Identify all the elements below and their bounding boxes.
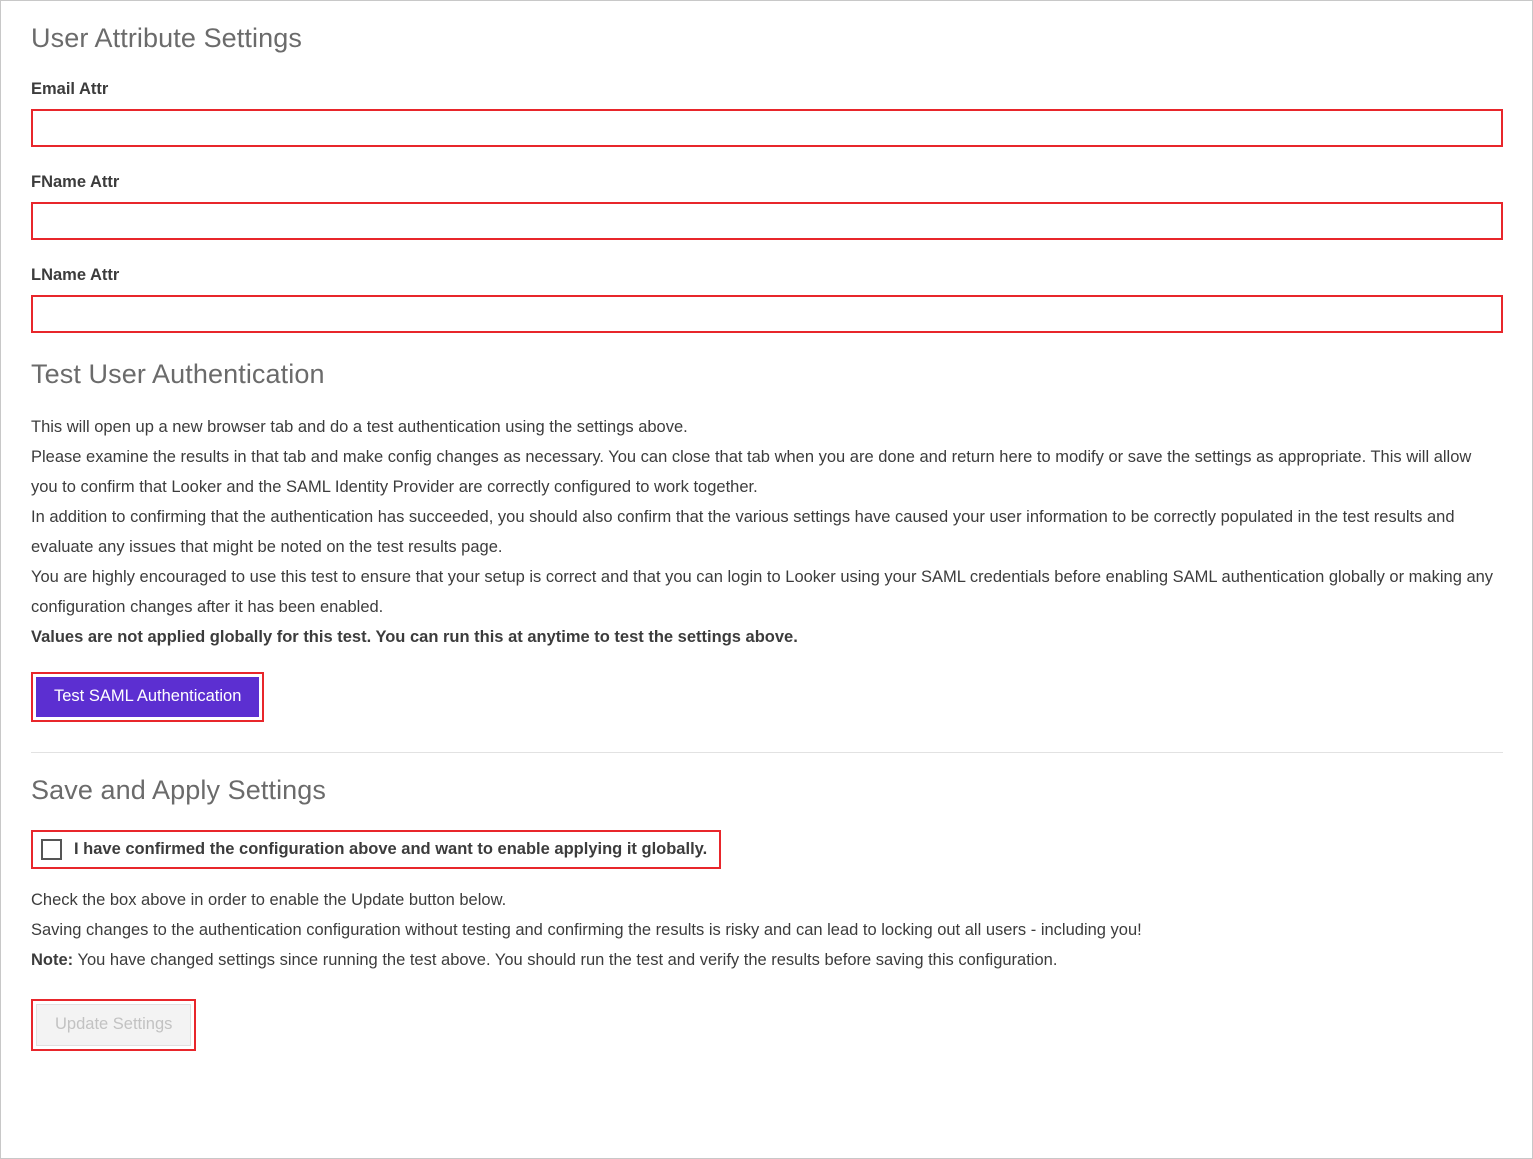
lname-attr-field-group — [31, 266, 1502, 333]
test-paragraph-1: This will open up a new browser tab and do a test authentication using the settings above. — [31, 418, 688, 436]
test-paragraph-4: You are highly encouraged to use this test to ensure that your setup is correct and that you can login to Looker using your SAML credentials before enabling SAML authentication globally or making any configuration changes after it has been enabled. — [31, 568, 1494, 616]
save-paragraph-1: Check the box above in order to enable the Update button below. — [31, 891, 507, 909]
update-settings-button[interactable]: Update Settings — [36, 1004, 191, 1046]
note-text: You have changed settings since running the test above. You should run the test and verify the results before saving this configuration. — [73, 951, 1058, 969]
fname-attr-field-group — [31, 173, 1502, 240]
email-attr-field-group — [31, 80, 1502, 147]
test-paragraph-3: In addition to confirming that the authentication has succeeded, you should also confirm that the various settings have caused your user information to be correctly populated in the test results and evaluate any issues that might be noted on the test results page. — [31, 508, 1455, 556]
email-attr-label: Email Attr — [31, 80, 109, 98]
note-label: Note: — [31, 951, 74, 969]
lname-attr-input[interactable] — [31, 295, 1503, 333]
page-title: User Attribute Settings — [31, 23, 302, 53]
fname-attr-label: FName Attr — [31, 173, 120, 191]
confirm-configuration-checkbox-row[interactable] — [31, 830, 721, 869]
test-paragraph-2: Please examine the results in that tab and make config changes as necessary. You can close that tab when you are done and return here to modify or save the settings as appropriate. This will allow you to confirm that Looker and the SAML Identity Provider are correctly configured to work together. — [31, 448, 1472, 496]
test-saml-button-highlight — [31, 672, 264, 722]
fname-attr-input[interactable] — [31, 202, 1503, 240]
update-settings-button-highlight — [31, 999, 196, 1051]
confirm-configuration-label: I have confirmed the configuration above and want to enable applying it globally. — [74, 840, 708, 858]
email-attr-input[interactable] — [31, 109, 1503, 147]
test-saml-authentication-button[interactable]: Test SAML Authentication — [36, 677, 259, 717]
save-note-line — [31, 945, 1502, 975]
lname-attr-label: LName Attr — [31, 266, 120, 284]
test-user-authentication-description — [31, 412, 1502, 652]
save-and-apply-title: Save and Apply Settings — [31, 775, 327, 805]
save-paragraph-2: Saving changes to the authentication configuration without testing and confirming the results is risky and can lead to locking out all users - including you! — [31, 921, 1142, 939]
test-bold-note: Values are not applied globally for this test. You can run this at anytime to test the settings above. — [31, 628, 798, 646]
save-and-apply-description — [31, 885, 1502, 975]
test-user-authentication-title: Test User Authentication — [31, 359, 325, 389]
section-divider — [31, 752, 1503, 753]
checkbox-icon[interactable] — [41, 839, 62, 860]
